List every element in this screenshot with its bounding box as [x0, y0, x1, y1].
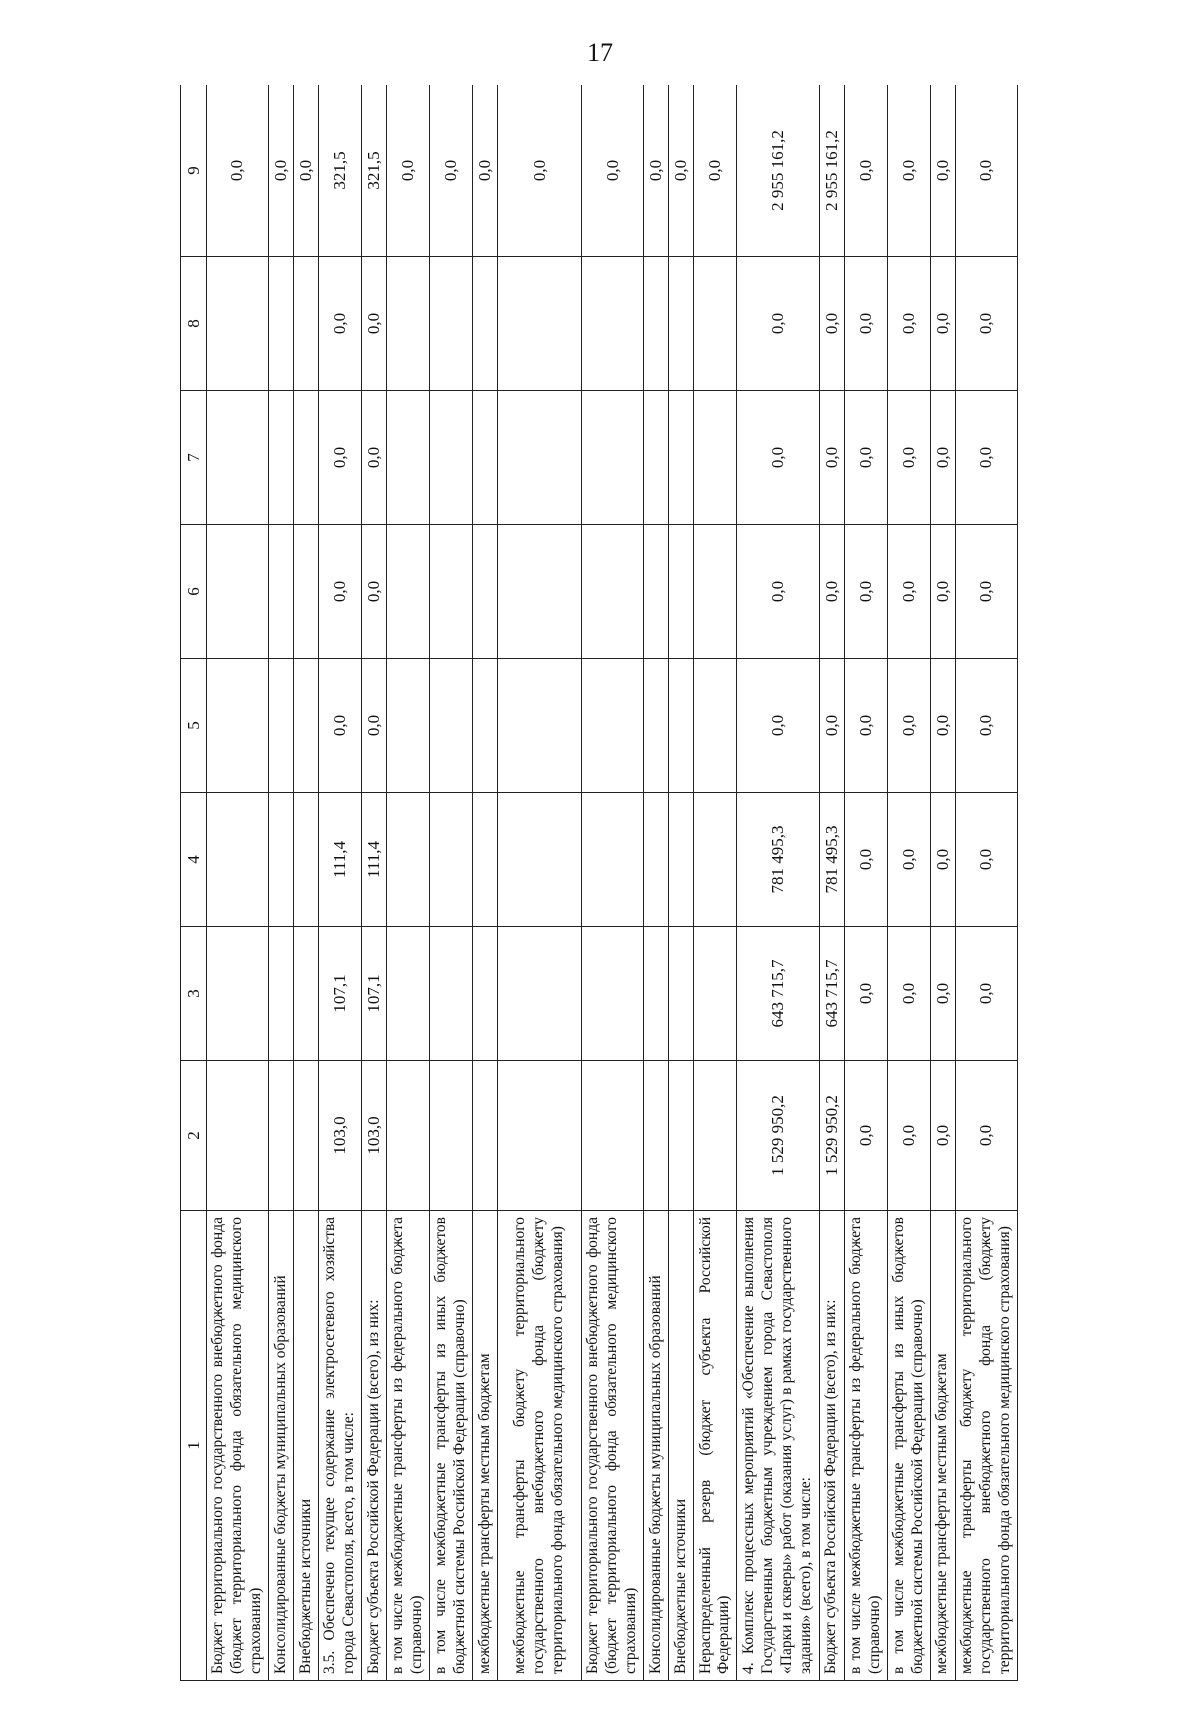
- value-cell: [669, 659, 694, 793]
- value-cell: [694, 525, 737, 659]
- value-cell: [207, 257, 269, 391]
- value-cell: 0,0: [694, 85, 737, 257]
- value-cell: 0,0: [930, 85, 955, 257]
- value-cell: 107,1: [319, 927, 362, 1061]
- value-cell: 2 955 161,2: [737, 85, 819, 257]
- value-cell: 103,0: [362, 1061, 387, 1211]
- value-cell: 0,0: [737, 525, 819, 659]
- value-cell: [294, 927, 319, 1061]
- page-number: 17: [587, 38, 613, 67]
- row-label: Бюджет субъекта Российской Федерации (всего), из них:: [362, 1211, 387, 1681]
- value-cell: [473, 525, 498, 659]
- value-cell: [268, 391, 293, 525]
- value-cell: [207, 793, 269, 927]
- value-cell: 0,0: [955, 793, 1017, 927]
- table-row: [319, 85, 362, 1681]
- row-label: межбюджетные трансферты местным бюджетам: [930, 1211, 955, 1681]
- value-cell: [694, 927, 737, 1061]
- table-row: [294, 85, 319, 1681]
- value-cell: [644, 793, 669, 927]
- value-cell: [582, 927, 644, 1061]
- value-cell: 0,0: [582, 85, 644, 257]
- table-row: [473, 85, 498, 1681]
- table-row: [737, 85, 819, 1681]
- value-cell: 0,0: [930, 391, 955, 525]
- row-label: Бюджет территориального государственного внебюджетного фонда (бюджет территориального фонда обязательного медицинского страхования): [582, 1211, 644, 1681]
- value-cell: 0,0: [644, 85, 669, 257]
- value-cell: 103,0: [319, 1061, 362, 1211]
- value-cell: [669, 257, 694, 391]
- table-row: [819, 85, 844, 1681]
- value-cell: 0,0: [319, 659, 362, 793]
- value-cell: [430, 659, 473, 793]
- table-body: [207, 85, 1018, 1681]
- row-label: в том числе межбюджетные трансферты из иных бюджетов бюджетной системы Российской Федерации (справочно): [887, 1211, 930, 1681]
- table-row: [955, 85, 1017, 1681]
- rotated-table-container: [180, 85, 1018, 1681]
- value-cell: 0,0: [887, 659, 930, 793]
- header-cell: 2: [181, 1061, 207, 1211]
- value-cell: [473, 1061, 498, 1211]
- row-label: в том числе межбюджетные трансферты из федерального бюджета (справочно): [387, 1211, 430, 1681]
- table-viewport: [180, 85, 1018, 1681]
- value-cell: [498, 793, 582, 927]
- value-cell: [268, 525, 293, 659]
- value-cell: 111,4: [319, 793, 362, 927]
- value-cell: [498, 659, 582, 793]
- value-cell: [669, 927, 694, 1061]
- value-cell: 0,0: [955, 1061, 1017, 1211]
- value-cell: 0,0: [819, 525, 844, 659]
- value-cell: [207, 927, 269, 1061]
- value-cell: [644, 1061, 669, 1211]
- value-cell: [498, 1061, 582, 1211]
- value-cell: [207, 391, 269, 525]
- value-cell: 781 495,3: [819, 793, 844, 927]
- value-cell: [387, 257, 430, 391]
- value-cell: [430, 927, 473, 1061]
- value-cell: 0,0: [930, 927, 955, 1061]
- row-label: 4. Комплекс процессных мероприятий «Обеспечение выполнения Государственным бюджетным учреждением города Севастополя «Парки и скверы» работ (оказания услуг) в рамках государственного задания» (всего), в том числе:: [737, 1211, 819, 1681]
- value-cell: 0,0: [737, 391, 819, 525]
- value-cell: 0,0: [955, 525, 1017, 659]
- value-cell: 1 529 950,2: [737, 1061, 819, 1211]
- header-cell: 3: [181, 927, 207, 1061]
- value-cell: 321,5: [362, 85, 387, 257]
- value-cell: [294, 659, 319, 793]
- value-cell: [669, 391, 694, 525]
- value-cell: [207, 1061, 269, 1211]
- value-cell: [669, 1061, 694, 1211]
- value-cell: 0,0: [737, 257, 819, 391]
- value-cell: 321,5: [319, 85, 362, 257]
- value-cell: [644, 525, 669, 659]
- value-cell: 0,0: [844, 85, 887, 257]
- row-label: Внебюджетные источники: [294, 1211, 319, 1681]
- table-row: [430, 85, 473, 1681]
- budget-table: [180, 85, 1018, 1681]
- table-row: [844, 85, 887, 1681]
- value-cell: 107,1: [362, 927, 387, 1061]
- row-label: Бюджет субъекта Российской Федерации (всего), из них:: [819, 1211, 844, 1681]
- value-cell: 0,0: [930, 1061, 955, 1211]
- value-cell: 0,0: [887, 85, 930, 257]
- value-cell: [498, 525, 582, 659]
- header-cell: 4: [181, 793, 207, 927]
- value-cell: [268, 793, 293, 927]
- value-cell: 0,0: [319, 525, 362, 659]
- header-cell: 7: [181, 391, 207, 525]
- value-cell: [498, 927, 582, 1061]
- value-cell: [582, 391, 644, 525]
- header-cell: 1: [181, 1211, 207, 1681]
- value-cell: 1 529 950,2: [819, 1061, 844, 1211]
- row-label: 3.5. Обеспечено текущее содержание электросетевого хозяйства города Севастополя, всего, в том числе:: [319, 1211, 362, 1681]
- value-cell: 643 715,7: [819, 927, 844, 1061]
- value-cell: [387, 391, 430, 525]
- value-cell: [582, 525, 644, 659]
- row-label: Бюджет территориального государственного внебюджетного фонда (бюджет территориального фонда обязательного медицинского страхования): [207, 1211, 269, 1681]
- value-cell: [582, 793, 644, 927]
- value-cell: [644, 659, 669, 793]
- value-cell: 0,0: [930, 525, 955, 659]
- value-cell: 0,0: [844, 525, 887, 659]
- value-cell: [694, 793, 737, 927]
- value-cell: [294, 793, 319, 927]
- value-cell: [387, 927, 430, 1061]
- value-cell: 0,0: [362, 257, 387, 391]
- value-cell: 0,0: [955, 85, 1017, 257]
- value-cell: 0,0: [319, 391, 362, 525]
- value-cell: 643 715,7: [737, 927, 819, 1061]
- row-label: в том числе межбюджетные трансферты из федерального бюджета (справочно): [844, 1211, 887, 1681]
- value-cell: 0,0: [362, 391, 387, 525]
- value-cell: [207, 525, 269, 659]
- value-cell: [430, 793, 473, 927]
- value-cell: 0,0: [844, 793, 887, 927]
- value-cell: [473, 659, 498, 793]
- value-cell: [294, 257, 319, 391]
- value-cell: [473, 257, 498, 391]
- value-cell: 0,0: [387, 85, 430, 257]
- value-cell: 0,0: [955, 659, 1017, 793]
- value-cell: [473, 793, 498, 927]
- header-cell: 5: [181, 659, 207, 793]
- value-cell: 0,0: [362, 525, 387, 659]
- value-cell: 0,0: [844, 659, 887, 793]
- value-cell: 0,0: [887, 927, 930, 1061]
- value-cell: 0,0: [268, 85, 293, 257]
- table-row: [268, 85, 293, 1681]
- value-cell: 0,0: [207, 85, 269, 257]
- value-cell: 0,0: [844, 927, 887, 1061]
- value-cell: [582, 257, 644, 391]
- value-cell: [430, 257, 473, 391]
- table-row: [644, 85, 669, 1681]
- value-cell: [669, 793, 694, 927]
- value-cell: 0,0: [819, 257, 844, 391]
- row-label: Консолидированные бюджеты муниципальных образований: [644, 1211, 669, 1681]
- value-cell: 0,0: [319, 257, 362, 391]
- row-label: межбюджетные трансферты бюджету территориального государственного внебюджетного фонда (бюджету территориального фонда обязательного медицинского страхования): [955, 1211, 1017, 1681]
- value-cell: 0,0: [955, 257, 1017, 391]
- value-cell: [473, 391, 498, 525]
- value-cell: 0,0: [887, 525, 930, 659]
- value-cell: 0,0: [955, 391, 1017, 525]
- value-cell: 0,0: [294, 85, 319, 257]
- value-cell: [430, 391, 473, 525]
- value-cell: 0,0: [887, 257, 930, 391]
- table-row: [887, 85, 930, 1681]
- value-cell: 0,0: [930, 793, 955, 927]
- value-cell: [207, 659, 269, 793]
- value-cell: 0,0: [955, 927, 1017, 1061]
- value-cell: [644, 257, 669, 391]
- value-cell: [644, 391, 669, 525]
- value-cell: 0,0: [737, 659, 819, 793]
- table-row: [582, 85, 644, 1681]
- table-row: [694, 85, 737, 1681]
- value-cell: 0,0: [430, 85, 473, 257]
- value-cell: [268, 1061, 293, 1211]
- header-row: [181, 85, 207, 1681]
- table-row: [362, 85, 387, 1681]
- value-cell: 0,0: [844, 1061, 887, 1211]
- table-row: [207, 85, 269, 1681]
- value-cell: 0,0: [362, 659, 387, 793]
- row-label: Нераспределенный резерв (бюджет субъекта Российской Федерации): [694, 1211, 737, 1681]
- value-cell: 0,0: [844, 257, 887, 391]
- value-cell: 111,4: [362, 793, 387, 927]
- value-cell: 0,0: [819, 391, 844, 525]
- value-cell: 2 955 161,2: [819, 85, 844, 257]
- value-cell: [294, 391, 319, 525]
- value-cell: [387, 525, 430, 659]
- value-cell: 0,0: [930, 257, 955, 391]
- value-cell: 0,0: [819, 659, 844, 793]
- value-cell: [582, 659, 644, 793]
- value-cell: [430, 1061, 473, 1211]
- value-cell: 0,0: [473, 85, 498, 257]
- row-label: Внебюджетные источники: [669, 1211, 694, 1681]
- value-cell: [694, 659, 737, 793]
- value-cell: 781 495,3: [737, 793, 819, 927]
- value-cell: [387, 1061, 430, 1211]
- row-label: в том числе межбюджетные трансферты из иных бюджетов бюджетной системы Российской Федерации (справочно): [430, 1211, 473, 1681]
- value-cell: [387, 793, 430, 927]
- value-cell: [268, 927, 293, 1061]
- value-cell: 0,0: [669, 85, 694, 257]
- value-cell: [694, 1061, 737, 1211]
- value-cell: [694, 391, 737, 525]
- value-cell: [669, 525, 694, 659]
- row-label: Консолидированные бюджеты муниципальных образований: [268, 1211, 293, 1681]
- table-row: [669, 85, 694, 1681]
- value-cell: [268, 659, 293, 793]
- value-cell: [294, 1061, 319, 1211]
- table-row: [498, 85, 582, 1681]
- header-cell: 6: [181, 525, 207, 659]
- header-cell: 8: [181, 257, 207, 391]
- value-cell: [268, 257, 293, 391]
- value-cell: 0,0: [844, 391, 887, 525]
- value-cell: [473, 927, 498, 1061]
- row-label: межбюджетные трансферты местным бюджетам: [473, 1211, 498, 1681]
- table-row: [387, 85, 430, 1681]
- value-cell: [644, 927, 669, 1061]
- table-row: [930, 85, 955, 1681]
- value-cell: [694, 257, 737, 391]
- row-label: межбюджетные трансферты бюджету территориального государственного внебюджетного фонда (бюджету территориального фонда обязательного медицинского страхования): [498, 1211, 582, 1681]
- value-cell: [294, 525, 319, 659]
- value-cell: [387, 659, 430, 793]
- value-cell: [498, 391, 582, 525]
- value-cell: 0,0: [887, 793, 930, 927]
- header-cell: 9: [181, 85, 207, 257]
- value-cell: [582, 1061, 644, 1211]
- value-cell: [430, 525, 473, 659]
- value-cell: [498, 257, 582, 391]
- value-cell: 0,0: [887, 391, 930, 525]
- value-cell: 0,0: [930, 659, 955, 793]
- value-cell: 0,0: [887, 1061, 930, 1211]
- value-cell: 0,0: [498, 85, 582, 257]
